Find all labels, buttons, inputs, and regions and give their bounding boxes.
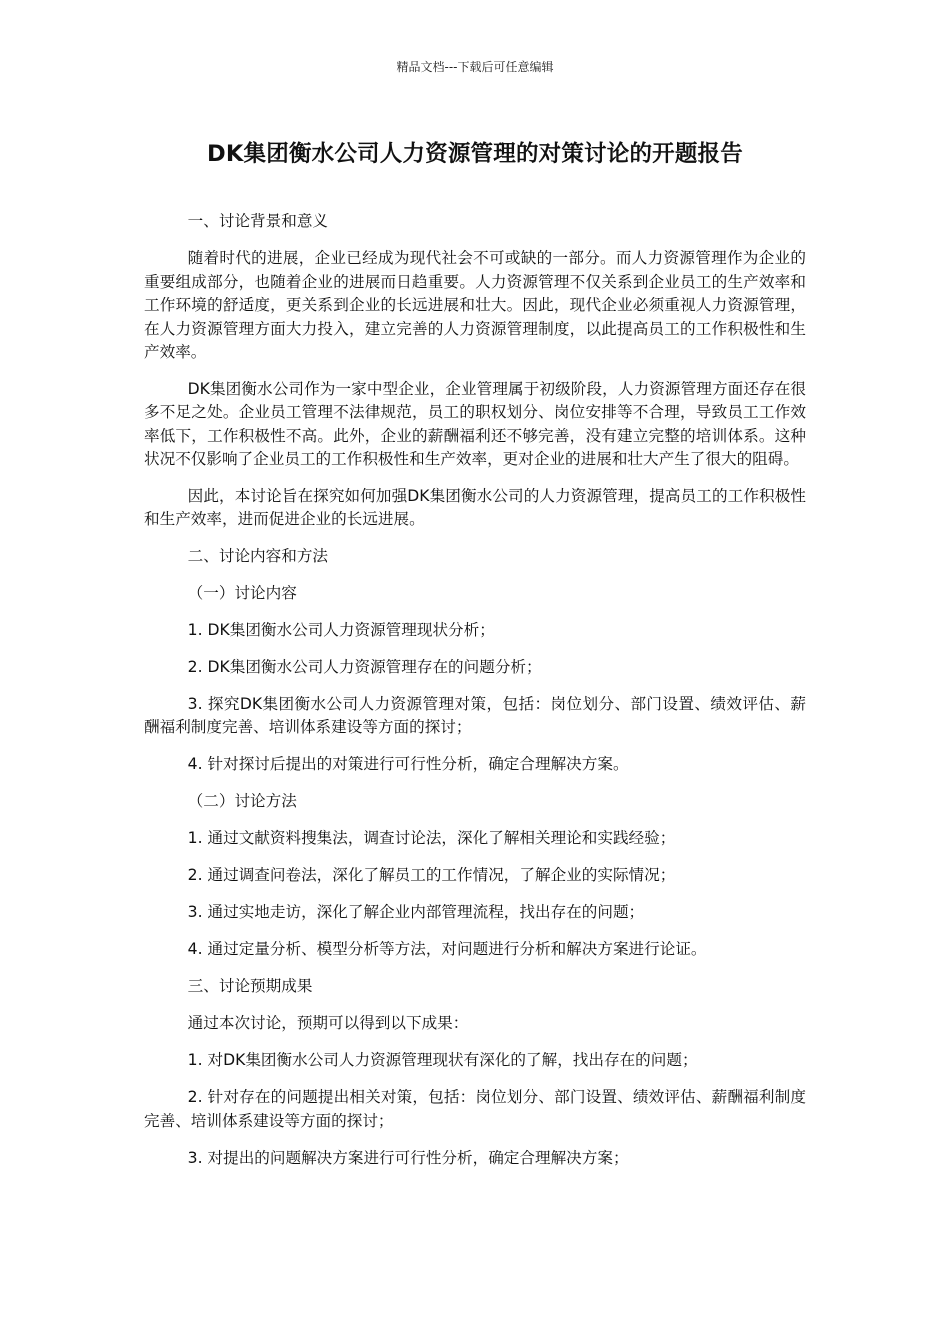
list-item-result-3: 3. 对提出的问题解决方案进行可行性分析，确定合理解决方案； xyxy=(187,1148,629,1167)
paragraph-background-1: 随着时代的进展，企业已经成为现代社会不可或缺的一部分。而人力资源管理作为企业的重要组成部分，也随着企业的进展而日趋重要。人力资源管理不仅关系到企业员工的生产效率和工作环境的舒适度，更关系到企业的长远进展和壮大。因此，现代企业必须重视人力资源管理，在人力资源管理方面大力投入，建立完善的人力资源管理制度，以此提高员工的工作积极性和生产效率。 xyxy=(144,249,806,361)
subheading-method: （二）讨论方法 xyxy=(187,792,297,810)
list-item-content-4: 4. 针对探讨后提出的对策进行可行性分析，确定合理解决方案。 xyxy=(187,755,629,773)
list-item-content-1: 1. DK集团衡水公司人力资源管理现状分析； xyxy=(187,620,495,639)
section-heading-background: 一、讨论背景和意义 xyxy=(187,212,329,230)
list-item-method-2: 2. 通过调查问卷法，深化了解员工的工作情况，了解企业的实际情况； xyxy=(187,866,676,884)
document-body xyxy=(144,210,806,1184)
list-item-result-1: 1. 对DK集团衡水公司人力资源管理现状有深化的了解，找出存在的问题； xyxy=(187,1051,698,1069)
list-item-content-3: 3. 探究DK集团衡水公司人力资源管理对策，包括：岗位划分、部门设置、绩效评估、薪酬福利制度完善、培训体系建设等方面的探讨； xyxy=(144,694,806,736)
list-item-result-2: 2. 针对存在的问题提出相关对策，包括：岗位划分、部门设置、绩效评估、薪酬福利制度完善、培训体系建设等方面的探讨； xyxy=(144,1088,806,1130)
paragraph-results-intro: 通过本次讨论，预期可以得到以下成果： xyxy=(187,1014,469,1032)
list-item-content-2: 2. DK集团衡水公司人力资源管理存在的问题分析； xyxy=(187,657,542,676)
document-title: DK集团衡水公司人力资源管理的对策讨论的开题报告 xyxy=(207,141,743,167)
paragraph-background-2: DK集团衡水公司作为一家中型企业，企业管理属于初级阶段，人力资源管理方面还存在很多不足之处。企业员工管理不法律规范，员工的职权划分、岗位安排等不合理，导致员工工作效率低下，工作积极性不高。此外，企业的薪酬福利还不够完善，没有建立完整的培训体系。这种状况不仅影响了企业员工的工作积极性和生产效率，更对企业的进展和壮大产生了很大的阻碍。 xyxy=(144,379,806,468)
section-heading-content-method: 二、讨论内容和方法 xyxy=(187,546,329,565)
subheading-content: （一）讨论内容 xyxy=(187,583,297,602)
page-header-note: 精品文档---下载后可任意编辑 xyxy=(396,60,554,74)
section-heading-expected-results: 三、讨论预期成果 xyxy=(187,977,313,995)
paragraph-background-3: 因此，本讨论旨在探究如何加强DK集团衡水公司的人力资源管理，提高员工的工作积极性和生产效率，进而促进企业的长远进展。 xyxy=(144,486,806,528)
list-item-method-3: 3. 通过实地走访，深化了解企业内部管理流程，找出存在的问题； xyxy=(187,903,645,921)
list-item-method-4: 4. 通过定量分析、模型分析等方法，对问题进行分析和解决方案进行论证。 xyxy=(187,940,707,958)
list-item-method-1: 1. 通过文献资料搜集法，调查讨论法，深化了解相关理论和实践经验； xyxy=(187,829,676,847)
